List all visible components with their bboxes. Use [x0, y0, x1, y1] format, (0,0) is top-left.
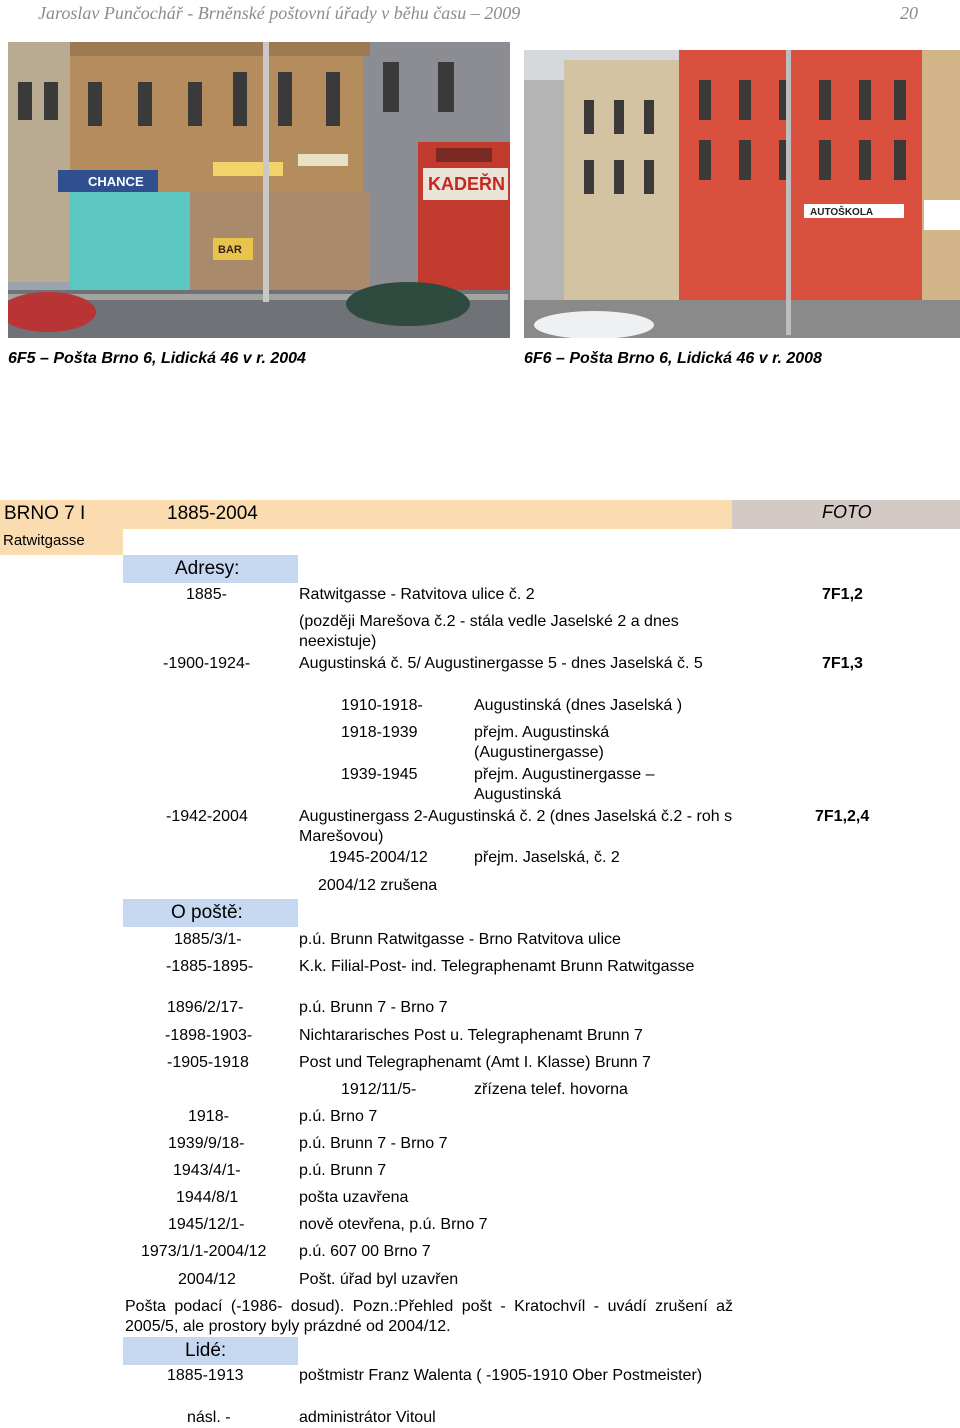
- history-date: 1939/9/18-: [168, 1135, 245, 1152]
- history-text: nově otevřena, p.ú. Brno 7: [299, 1216, 488, 1233]
- history-date: 1885/3/1-: [174, 931, 242, 948]
- sub-date: 1910-1918-: [341, 697, 423, 714]
- sub-text: přejm. Augustinergasse – Augustinská: [474, 766, 655, 803]
- history-date: 1973/1/1-2004/12: [141, 1243, 267, 1260]
- history-date: -1885-1895-: [166, 958, 254, 975]
- sign-bar: BAR: [218, 244, 242, 256]
- sub-date: 1918-1939: [341, 724, 418, 741]
- entry-years: 1885-2004: [167, 503, 258, 524]
- photo-post-office-2008: [524, 50, 960, 338]
- history-text: p.ú. 607 00 Brno 7: [299, 1243, 431, 1260]
- entry-name: BRNO 7 I: [4, 503, 86, 524]
- section-o-poste: [123, 899, 298, 927]
- history-text: p.ú. Brunn 7 - Brno 7: [299, 999, 448, 1016]
- sub-text: přejm. Jaselská, č. 2: [474, 849, 620, 866]
- sub-date: 1939-1945: [341, 766, 418, 783]
- photo-caption-6f5: 6F5 – Pošta Brno 6, Lidická 46 v r. 2004: [8, 350, 306, 367]
- photo-post-office-2004: [8, 42, 510, 338]
- history-text: Post und Telegraphenamt (Amt I. Klasse) Brunn 7: [299, 1054, 651, 1071]
- person-text: poštmistr Franz Walenta ( -1905-1910 Ober Postmeister): [299, 1367, 703, 1384]
- page-number: 20: [900, 3, 918, 23]
- history-text: Pošt. úřad byl uzavřen: [299, 1271, 459, 1288]
- address-text: Augustinská č. 5/ Augustinergasse 5 - dnes Jaselská č. 5: [299, 655, 703, 672]
- person-text: administrátor Vitoul: [299, 1409, 436, 1426]
- history-text: p.ú. Brunn 7 - Brno 7: [299, 1135, 448, 1152]
- address-note: (později Marešova č.2 - stála vedle Jaselské 2 a dnes neexistuje): [299, 613, 679, 650]
- sub-text: Augustinská (dnes Jaselská ): [474, 697, 683, 714]
- history-text: K.k. Filial-Post- ind. Telegraphenamt Brunn Ratwitgasse: [299, 958, 695, 975]
- history-date: 2004/12: [178, 1271, 236, 1288]
- history-date: -1898-1903-: [165, 1027, 253, 1044]
- address-date: -1900-1924-: [163, 655, 251, 672]
- history-date: 1943/4/1-: [173, 1162, 241, 1179]
- person-date: 1885-1913: [167, 1367, 244, 1384]
- running-header: Jaroslav Punčochář - Brněnské poštovní úřady v běhu času – 2009: [38, 3, 521, 23]
- history-text: pošta uzavřena: [299, 1189, 409, 1206]
- section-adresy: [123, 555, 298, 583]
- history-note: Pošta podací (-1986- dosud). Pozn.:Přehled pošt - Kratochvíl - uvádí zrušení až 2005/5, ale prostory byly prázdné od 2004/12.: [125, 1298, 733, 1335]
- entry-street: Ratwitgasse: [3, 532, 85, 549]
- person-date: násl. -: [187, 1409, 231, 1426]
- sub-text: 2004/12 zrušena: [318, 877, 438, 894]
- history-date: 1944/8/1: [176, 1189, 239, 1206]
- history-text: p.ú. Brno 7: [299, 1108, 378, 1125]
- history-date: 1945/12/1-: [168, 1216, 245, 1233]
- entry-header-band: [0, 500, 732, 529]
- photo-ref: 7F1,2: [822, 586, 863, 603]
- history-text: zřízena telef. hovorna: [474, 1081, 628, 1098]
- section-lide: [123, 1337, 298, 1365]
- address-text: Ratwitgasse - Ratvitova ulice č. 2: [299, 586, 535, 603]
- history-text: p.ú. Brunn 7: [299, 1162, 387, 1179]
- address-text: Augustinergass 2-Augustinská č. 2 (dnes Jaselská č.2 - roh s Marešovou): [299, 808, 733, 845]
- address-date: -1942-2004: [166, 808, 248, 825]
- history-date: -1905-1918: [167, 1054, 249, 1071]
- history-text: p.ú. Brunn Ratwitgasse - Brno Ratvitova ulice: [299, 931, 621, 948]
- foto-label: FOTO: [822, 502, 872, 522]
- section-lide-label: Lidé:: [185, 1340, 227, 1361]
- photo-ref: 7F1,3: [822, 655, 863, 672]
- photo-caption-6f6: 6F6 – Pošta Brno 6, Lidická 46 v r. 2008: [524, 350, 822, 367]
- history-date: 1918-: [188, 1108, 229, 1125]
- address-date: 1885-: [186, 586, 227, 603]
- history-date: 1896/2/17-: [167, 999, 244, 1016]
- sign-chance: CHANCE: [88, 174, 144, 189]
- sub-text: přejm. Augustinská (Augustinergasse): [474, 724, 610, 761]
- sub-date: 1945-2004/12: [329, 849, 428, 866]
- history-text: Nichtararisches Post u. Telegraphenamt Brunn 7: [299, 1027, 643, 1044]
- photo-ref: 7F1,2,4: [815, 808, 870, 825]
- history-date: 1912/11/5-: [341, 1081, 417, 1098]
- section-adresy-label: Adresy:: [175, 558, 240, 579]
- sign-autoskola: AUTOŠKOLA: [810, 207, 874, 218]
- sign-kadern: KADEŘN: [428, 174, 506, 194]
- section-o-poste-label: O poště:: [171, 902, 243, 923]
